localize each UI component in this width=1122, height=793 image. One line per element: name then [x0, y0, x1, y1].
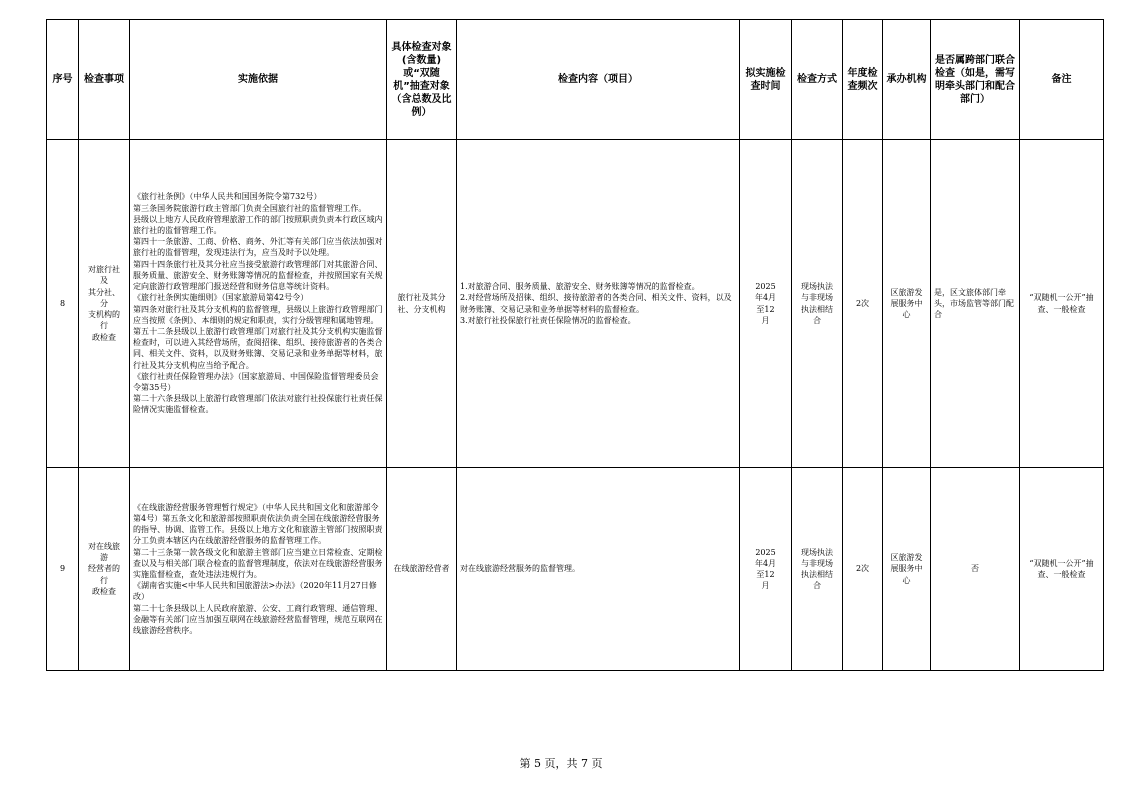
inspection-plan-table	[46, 19, 1104, 671]
cell-joint: 是，区文旅体部门牵头，市场监管等部门配合	[931, 140, 1020, 468]
cell-content: 对在线旅游经营服务的监督管理。	[457, 468, 740, 671]
header-row	[47, 20, 1104, 140]
header-joint: 是否属跨部门联合检查（如是，需写明牵头部门和配合部门）	[931, 20, 1020, 140]
cell-basis: 《旅行社条例》（中华人民共和国国务院令第732号） 第三条国务院旅游行政主管部门负责全国旅行社的监督管理工作。 县级以上地方人民政府管理旅游工作的部门按照职责负责本行政区域内旅行社的监督管理工作。 第四十一条旅游、工商、价格、商务、外汇等有关部门应当依法加强对旅行社的监督管理，发现违法行为，应当及时予以处理。 第四十四条旅行社及其分社应当接受旅游行政管理部门对其旅游合同、服务质量、旅游安全、财务账簿等情况的监督检查，并按照国家有关规定向旅游行政管理部门报送经营和财务信息等统计资料。 《旅行社条例实施细则》（国家旅游局第42号令） 第四条对旅行社及其分支机构的监督管理，县级以上旅游行政管理部门应当按照《条例》、本细则的规定和职责，实行分级管理和属地管理。 第五十二条县级以上旅游行政管理部门对旅行社及其分支机构实施监督检查时，可以进入其经营场所，查阅招徕、组织、接待旅游者的各类合同、相关文件、资料，以及财务账簿、交易记录和业务单据等材料，旅行社及其分支机构应当给予配合。 《旅行社责任保险管理办法》（国家旅游局、中国保险监督管理委员会令第35号） 第二十六条县级以上旅游行政管理部门依法对旅行社投保旅行社责任保险情况实施监督检查。	[130, 140, 387, 468]
cell-freq: 2次	[843, 140, 883, 468]
cell-org: 区旅游发 展服务中 心	[883, 468, 931, 671]
cell-time: 2025 年4月 至12 月	[740, 468, 792, 671]
header-object: 具体检查对象(含数量)或“双随机”抽查对象（含总数及比例）	[387, 20, 457, 140]
cell-seq: 9	[47, 468, 79, 671]
header-freq: 年度检查频次	[843, 20, 883, 140]
header-basis: 实施依据	[130, 20, 387, 140]
header-time: 拟实施检查时间	[740, 20, 792, 140]
cell-item: 对在线旅 游 经营者的 行 政检查	[79, 468, 130, 671]
header-note: 备注	[1020, 20, 1104, 140]
cell-joint: 否	[931, 468, 1020, 671]
header-org: 承办机构	[883, 20, 931, 140]
cell-note: “双随机一公开”抽查、一般检查	[1020, 468, 1104, 671]
table-row	[47, 140, 1104, 468]
page-footer: 第 5 页，共 7 页	[519, 757, 603, 770]
cell-object: 在线旅游经营者	[387, 468, 457, 671]
cell-item: 对旅行社 及 其分社、 分 支机构的 行 政检查	[79, 140, 130, 468]
header-content: 检查内容（项目）	[457, 20, 740, 140]
cell-object: 旅行社及其分社、分支机构	[387, 140, 457, 468]
cell-freq: 2次	[843, 468, 883, 671]
header-method: 检查方式	[792, 20, 843, 140]
cell-basis: 《在线旅游经营服务管理暂行规定》（中华人民共和国文化和旅游部令第4号）第五条文化和旅游部按照职责依法负责全国在线旅游经营服务的指导、协调、监管工作。县级以上地方文化和旅游主管部门按照职责分工负责本辖区内在线旅游经营服务的监督管理工作。 第二十三条第一款各级文化和旅游主管部门应当建立日常检查、定期检查以及与相关部门联合检查的监督管理制度，依法对在线旅游经营服务实施监督检查，查处违法违规行为。 《湖南省实施<中华人民共和国旅游法>办法》（2020年11月27日修改） 第二十七条县级以上人民政府旅游、公安、工商行政管理、通信管理、金融等有关部门应当加强互联网在线旅游经营监督管理，规范互联网在线旅游经营秩序。	[130, 468, 387, 671]
cell-content: 1.对旅游合同、服务质量、旅游安全、财务账簿等情况的监督检查。 2.对经营场所及招徕、组织、接待旅游者的各类合同、相关文件、资料，以及财务账簿、交易记录和业务单据等材料的监督检查。 3.对旅行社投保旅行社责任保险情况的监督检查。	[457, 140, 740, 468]
cell-method: 现场执法 与非现场 执法相结 合	[792, 468, 843, 671]
cell-seq: 8	[47, 140, 79, 468]
cell-method: 现场执法 与非现场 执法相结 合	[792, 140, 843, 468]
cell-time: 2025 年4月 至12 月	[740, 140, 792, 468]
header-item: 检查事项	[79, 20, 130, 140]
cell-org: 区旅游发 展服务中 心	[883, 140, 931, 468]
table-row	[47, 468, 1104, 671]
header-seq: 序号	[47, 20, 79, 140]
cell-note: “双随机一公开”抽查、一般检查	[1020, 140, 1104, 468]
